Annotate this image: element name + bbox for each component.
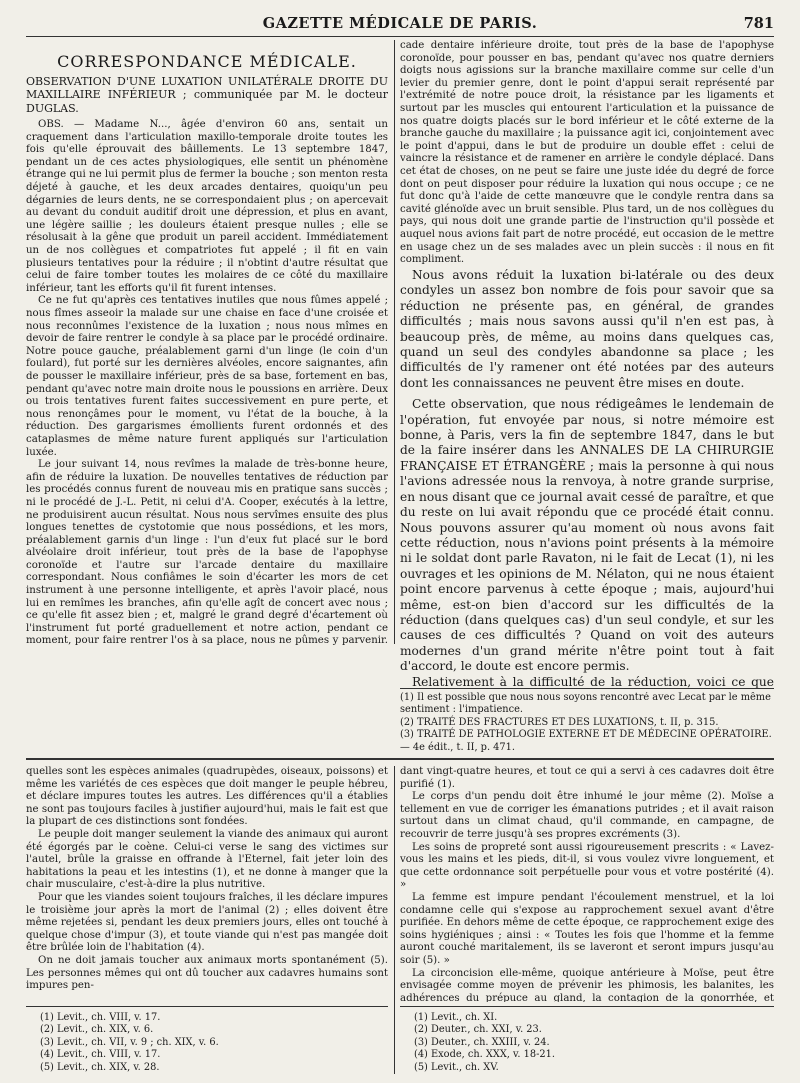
paragraph: Pour que les viandes soient toujours fraîches, il les déclare impures le troisième jour après la mort de l'animal (2) ; elles doivent être même rejetées si, pendant les deux premiers jours, elles ont touché à quelque chose d'impur (3), et toute viande qui n'est pas mangée doit être brûlée loin de l'habitation (4). [26, 891, 388, 954]
footnote-rule [400, 1006, 774, 1007]
paragraph: Nous avons réduit la luxation bi-latérale ou des deux condyles un assez bon nombre de fois pour savoir que sa réduction ne présente pas, en général, de grandes difficultés ; mais nous savons aussi qu'il n'en est pas, à beaucoup près, de même, au moins dans quelques cas, quand un seul des condyles abandonne sa place ; les difficultés de l'y ramener ont été notées par des auteurs dont les connaissances ne peuvent être mises en doute. [400, 268, 774, 390]
column-divider [394, 766, 395, 1074]
upper-footnotes [400, 692, 774, 752]
footnote: (3) Levit., ch. VII, v. 9 ; ch. XIX, v. 6. [40, 1036, 219, 1048]
observation-title: OBSERVATION D'UNE LUXATION UNILATÉRALE DROITE DU MAXILLAIRE INFÉRIEUR ; communiquée par M. le docteur DUGLAS. [26, 74, 388, 115]
paragraph: Le jour suivant 14, nous revîmes la malade de très-bonne heure, afin de réduire la luxation. De nouvelles tentatives de réduction par les procédés connus furent de nouveau mis en pratique sans succès ; ni le procédé de J.-L. Petit, ni celui d'A. Cooper, exécutés à la lettre, ne produisirent aucun résultat. Nous nous servîmes ensuite des plus longues tenettes de cystotomie que nous possédions, et les mors, préalablement garnis d'un linge : l'un d'eux fut placé sur le bord alvéolaire droit inférieur, tout près de la base de l'apophyse coronoïde et l'autre sur l'arcade dentaire du maxillaire correspondant. Nous confiâmes le soin d'écarter les mors de cet instrument à une personne intelligente, et après l'avoir placé, nous lui en remîmes les branches, afin qu'elle agît de concert avec nous ; ce qu'elle fit assez bien ; et, malgré le grand degré d'écartement où l'instrument fut porté graduellement et notre action, pendant ce moment, pour faire rentrer l'os à sa place, nous ne pûmes y parvenir. [26, 459, 388, 646]
paragraph: cade dentaire inférieure droite, tout près de la base de l'apophyse coronoïde, pour pousser en bas, pendant qu'avec nos quatre derniers doigts nous agissions sur la branche maxillaire comme sur celle d'un levier du premier genre, dont le point d'appui serait représenté par l'extrémité de notre pouce droit, la résistance par les ligaments et surtout par les muscles qui entourent l'articulation et la puissance de nos quatre doigts placés sur le bord inférieur et le côté externe de la branche gauche du maxillaire ; la puissance agit ici, conjointement avec le point d'appui, dans le but de produire un double effet : celui de vaincre la résistance et de ramener en arrière le condyle déplacé. Dans cet état de choses, on ne peut se faire une juste idée du degré de force dont on peut disposer pour réduire la luxation qui nous occupe ; ce ne fut donc qu'à l'aide de cette manœuvre que le condyle rentra dans sa cavité glénoïde avec un bruit sensible. Plus tard, un de nos collègues du pays, qui nous doit une grande partie de l'instruction qu'il possède et auquel nous avions fait part de notre procédé, eut occasion de le mettre en usage chez un de ses malades avec un plein succès : il nous en fit compliment. [400, 40, 774, 264]
paragraph: OBS. — Madame N..., âgée d'environ 60 ans, sentait un craquement dans l'articulation maxillo-temporale droite toutes les fois qu'elle éprouvait des bâillements. Le 13 septembre 1847, pendant un de ces actes physiologiques, elle sentit un phénomène étrange qui ne lui permit plus de fermer la bouche ; son menton resta déjeté à gauche, et les deux arcades dentaires, quoiqu'un peu dégarnies de leurs dents, ne se correspondaient plus ; on apercevait au devant du conduit auditif droit une dépression, et plus en avant, une légère saillie ; les douleurs étaient presque nulles ; elle se résolusait à la gêne que produit un pareil accident. Immédiatement un de nos collègues et compatriotes fut appelé ; il fit en vain plusieurs tentatives pour la réduire ; il n'obtint d'autre résultat que celui de faire tomber toutes les molaires de ce côté du maxillaire inférieur, tant les efforts qu'il fit furent intenses. [26, 119, 388, 294]
upper-right-column-large [400, 268, 774, 688]
lower-right-column [400, 766, 774, 1002]
section-title: CORRESPONDANCE MÉDICALE. [57, 52, 357, 71]
paragraph: Le corps d'un pendu doit être inhumé le jour même (2). Moïse a tellement en vue de corriger les émanations putrides ; et il avait raison surtout dans un climat chaud, qu'il commande, en campagne, de recouvrir de terre jusqu'à ses propres excréments (3). [400, 791, 774, 840]
paragraph: Ce ne fut qu'après ces tentatives inutiles que nous fûmes appelé ; nous fîmes asseoir la malade sur une chaise en face d'une croisée et nous reconnûmes l'existence de la luxation ; nous nous mîmes en devoir de faire rentrer le condyle à sa place par le procédé ordinaire. Notre pouce gauche, préalablement garni d'un linge (le coin d'un foulard), fut porté sur les dernières alvéoles, encore saignantes, afin de pousser le maxillaire inférieur, près de sa base, fortement en bas, pendant qu'avec notre main droite nous le poussions en arrière. Deux ou trois tentatives furent faites successivement en pure perte, et nous renonçâmes pour le moment, vu l'état de la bouche, à la réduction. Des gargarismes émollients furent ordonnés et des cataplasmes de même nature furent appliqués sur l'articulation luxée. [26, 295, 388, 458]
footnote: (2) Levit., ch. XIX, v. 6. [40, 1024, 154, 1036]
running-title: GAZETTE MÉDICALE DE PARIS. [262, 15, 538, 32]
footnote: (5) Levit., ch. XV. [414, 1061, 499, 1073]
paragraph: quelles sont les espèces animales (quadrupèdes, oiseaux, poissons) et même les variétés de ces espèces que doit manger le peuple hébreu, et déclare impures toutes les autres. Les différences qu'il a établies ne sont pas toujours faciles à justifier aujourd'hui, mais le fait est que la plupart de ces distinctions sont fondées. [26, 766, 388, 828]
footnote: (1) Il est possible que nous nous soyons rencontré avec Lecat par le même sentiment : l'impatience. [400, 692, 771, 716]
paragraph: dant vingt-quatre heures, et tout ce qui a servi à ces cadavres doit être purifié (1). [400, 766, 774, 790]
page-number: 781 [743, 15, 774, 32]
footnote: (4) Exode, ch. XXX, v. 18-21. [414, 1049, 555, 1061]
column-divider [394, 40, 395, 644]
footnote: (4) Levit., ch. VIII, v. 17. [40, 1049, 161, 1061]
paragraph: Relativement à la difficulté de la réduction, voici ce que [412, 674, 774, 688]
footnote: (3) TRAITÉ DE PATHOLOGIE EXTERNE ET DE MÉDECINE OPÉRATOIRE. — 4e édit., t. II, p. 471. [400, 729, 772, 752]
paragraph: La femme est impure pendant l'écoulement menstruel, et la loi condamne celle qui s'expose au rapprochement sexuel avant d'être purifiée. En dehors même de cette époque, ce rapprochement exige des soins hygiéniques ; ainsi : « Toutes les fois que l'homme et la femme auront couché maritalement, ils se laveront et seront impurs jusqu'au soir (5). » [400, 891, 774, 966]
footnote: (1) Levit., ch. XI. [414, 1012, 498, 1023]
footnote-rule [400, 688, 774, 689]
paragraph: Les soins de propreté sont aussi rigoureusement prescrits : « Lavez-vous les mains et les pieds, dit-il, si vous voulez vivre longuement, et que cette ordonnance soit perpétuelle pour vous et votre postérité (4). » [400, 841, 774, 891]
paragraph: Le peuple doit manger seulement la viande des animaux qui auront été égorgés par le coène. Celui-ci verse le sang des victimes sur l'autel, brûle la graisse en offrande à l'Eternel, fait jeter loin des habitations la peau et les intestins (1), et ne donne à manger que la chair musculaire, c'est-à-dire la plus nutritive. [26, 828, 388, 891]
section-separator [26, 758, 774, 760]
lower-left-footnotes [40, 1012, 380, 1078]
upper-left-column [26, 46, 388, 646]
lower-right-footnotes [414, 1012, 764, 1078]
footnote-rule [26, 1006, 388, 1007]
footnote: (2) TRAITÉ DES FRACTURES ET DES LUXATIONS, t. II, p. 315. [400, 716, 719, 728]
footnote: (5) Levit., ch. XIX, v. 28. [40, 1061, 160, 1073]
footnote: (3) Deuter., ch. XXIII, v. 24. [414, 1036, 550, 1048]
footnote: (2) Deuter., ch. XXI, v. 23. [414, 1024, 542, 1036]
lower-left-column [26, 766, 388, 1002]
upper-right-column [400, 40, 774, 264]
footnote: (1) Levit., ch. VIII, v. 17. [40, 1012, 161, 1023]
paragraph: On ne doit jamais toucher aux animaux morts spontanément (5). Les personnes mêmes qui ont dû toucher aux cadavres humains sont impures pen- [26, 954, 388, 992]
paragraph: Cette observation, que nous rédigeâmes le lendemain de l'opération, fut envoyée par nous, si notre mémoire est bonne, à Paris, vers la fin de septembre 1847, dans le but de la faire insérer dans les ANNALES DE LA CHIRURGIE FRANÇAISE ET ÉTRANGÈRE ; mais la personne à qui nous l'avions adressée nous la renvoya, à notre grande surprise, en nous disant que ce journal avait cessé de paraître, et que du reste on lui avait répondu que ce procédé était connu. Nous pouvons assurer qu'au moment où nous avons fait cette réduction, nous n'avions point présents à la mémoire ni le soldat dont parle Ravaton, ni le fait de Lecat (1), ni les ouvrages et les opinions de M. Nélaton, qui ne nous étaient point encore parvenus à cette époque ; mais, aujourd'hui même, est-on bien d'accord sur les difficultés de la réduction (dans quelques cas) d'un seul condyle, et sur les causes de ces difficultés ? Quand on voit des auteurs modernes d'un grand mérite n'être point tout à fait d'accord, le doute est encore permis. [400, 397, 774, 674]
paragraph: La circoncision elle-même, quoique antérieure à Moïse, peut être envisagée comme moyen de prévenir les phimosis, les balanites, les adhérences du prépuce au gland, la contagion de la gonorrhée, et [400, 967, 774, 1002]
page-header [26, 12, 774, 37]
